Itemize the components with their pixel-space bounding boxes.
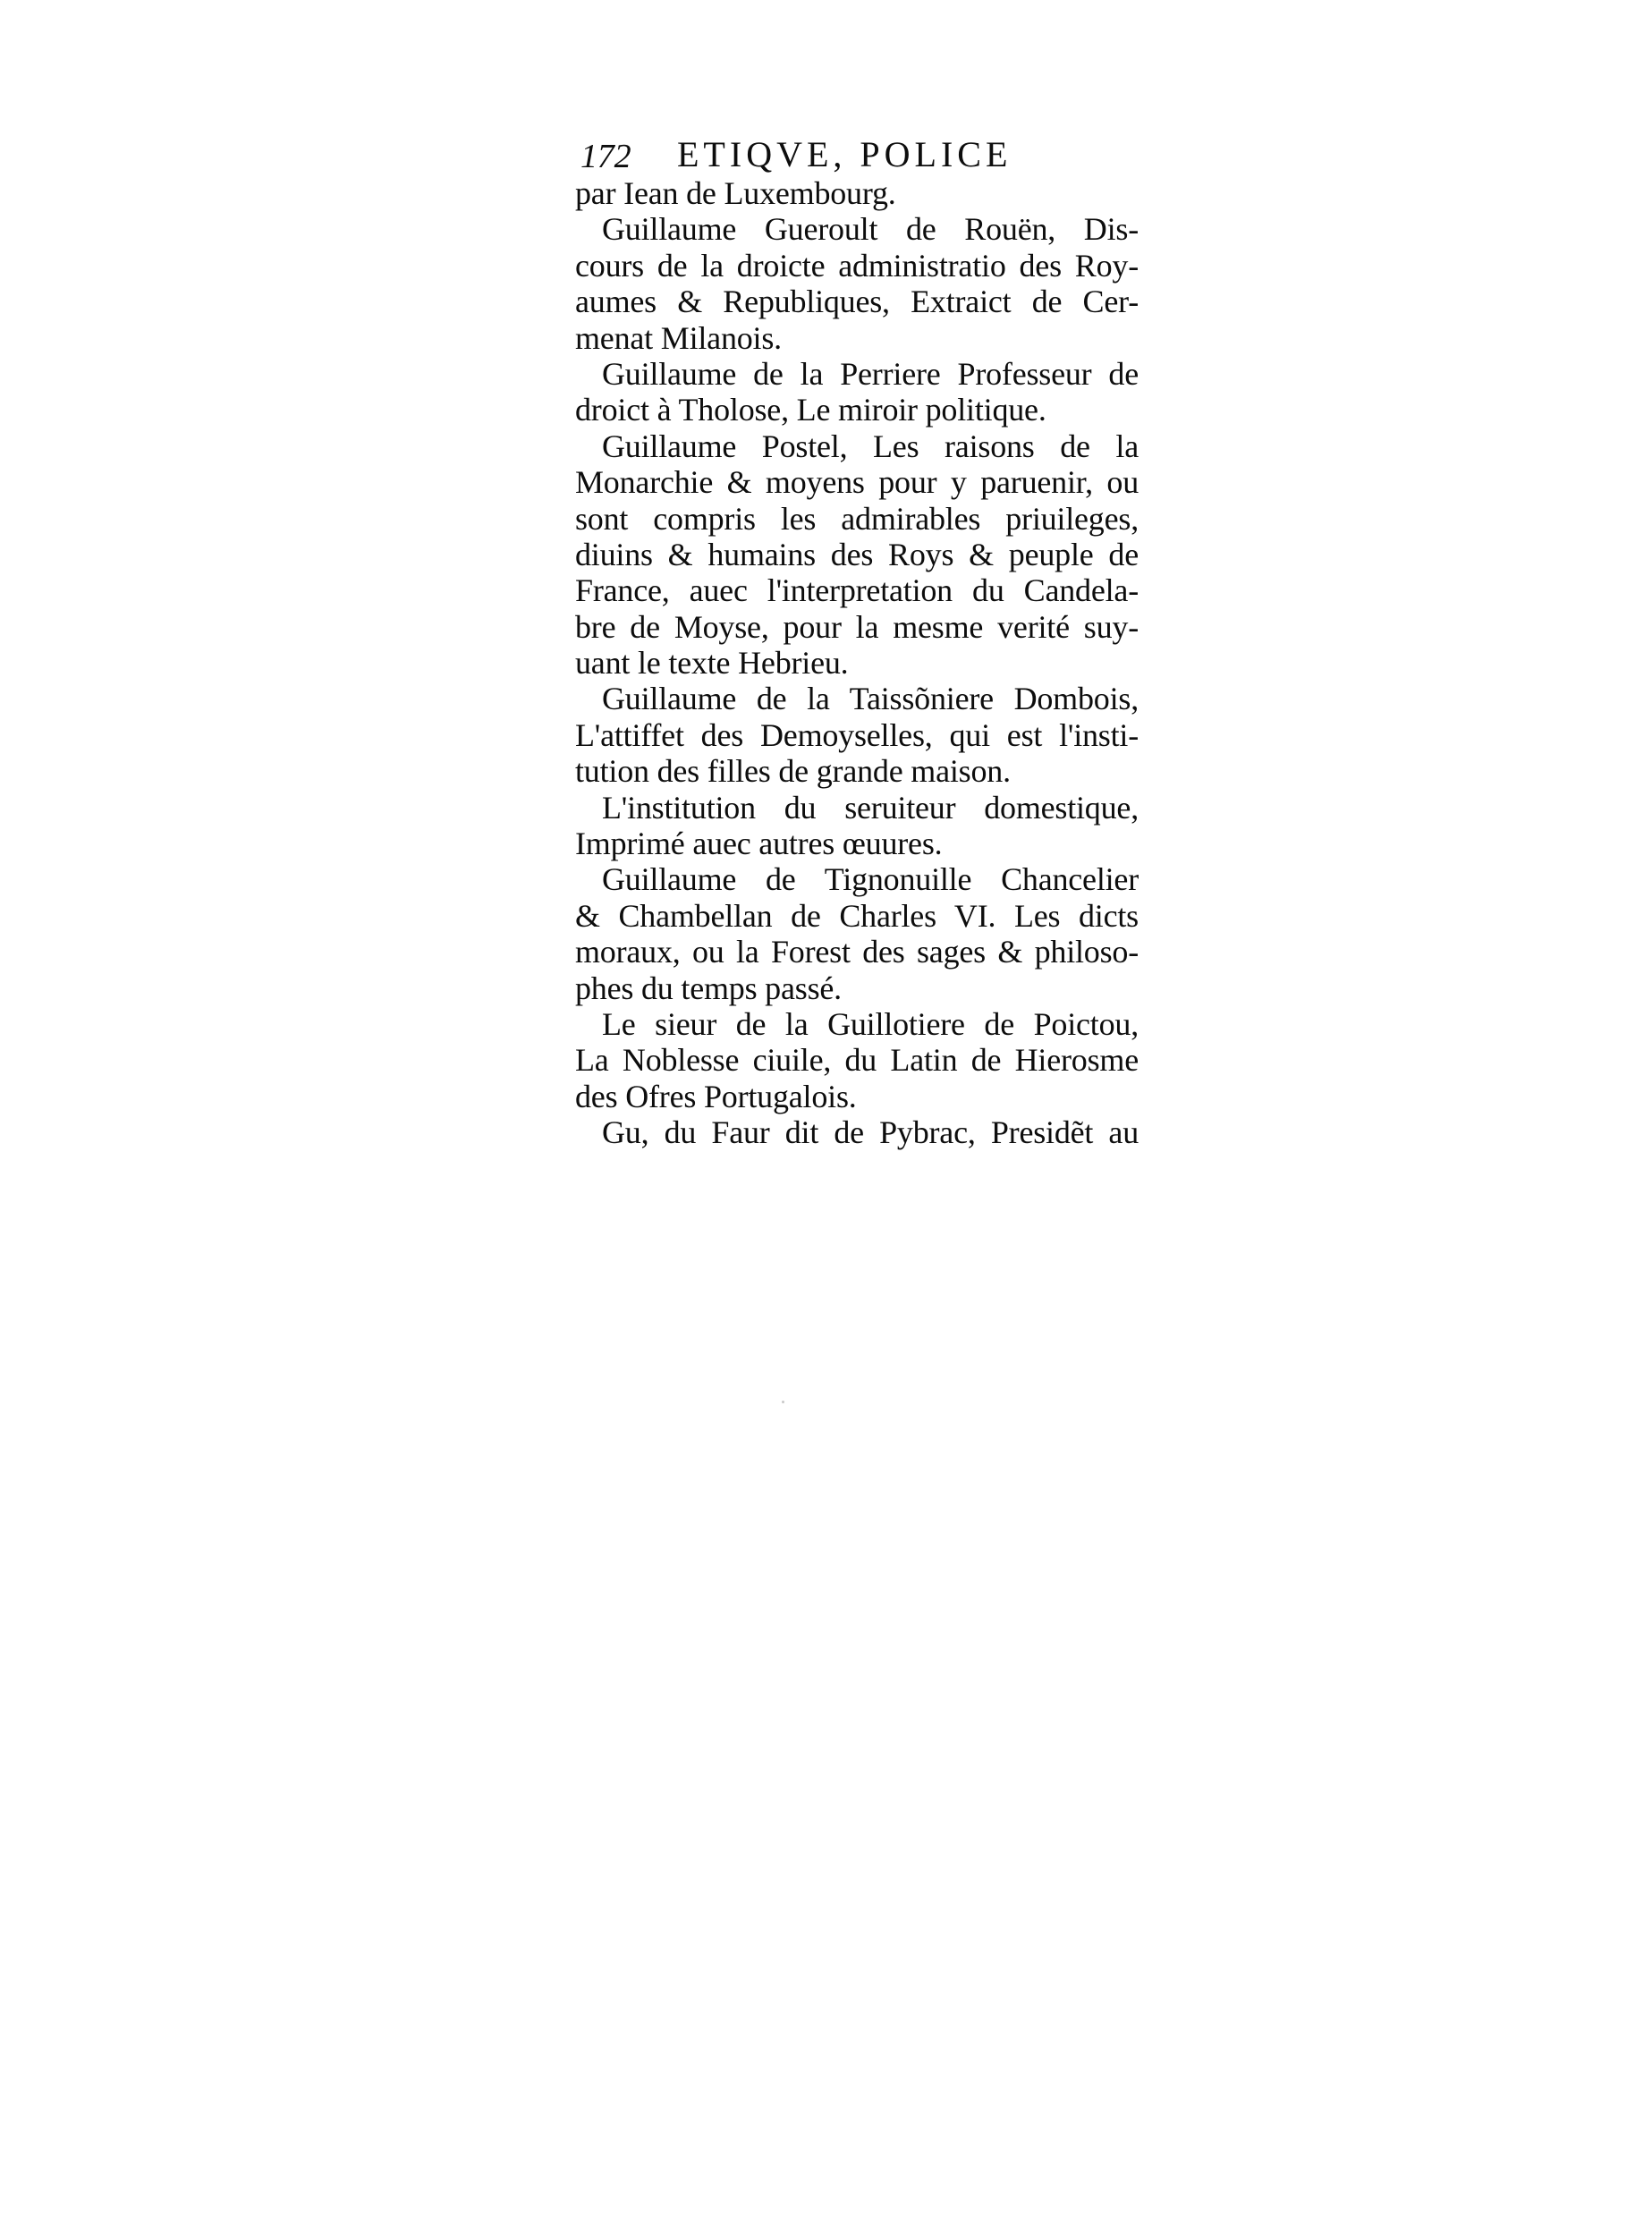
text-line: & Chambellan de Charles VI. Les dicts (575, 897, 1139, 934)
text-line: aumes & Republiques, Extraict de Cer- (575, 284, 1139, 320)
text-line: droict à Tholose, Le miroir politique. (575, 392, 1046, 428)
text-line: moraux, ou la Forest des sages & philoso- (575, 934, 1139, 970)
text-line: uant le texte Hebrieu. (575, 645, 849, 682)
text-line: L'attiffet des Demoyselles, qui est l'insti- (575, 716, 1139, 753)
text-line: Gu, du Faur dit de Pybrac, Presidẽt au (602, 1114, 1139, 1151)
text-line: diuins & humains des Roys & peuple de (575, 536, 1139, 572)
text-block (575, 134, 1139, 1151)
text-line: Guillaume de la Taissõniere Dombois, (602, 681, 1139, 717)
text-line: Guillaume de Tignonuille Chancelier (602, 861, 1139, 898)
text-line: tution des filles de grande maison. (575, 753, 1011, 790)
text-line: menat Milanois. (575, 319, 782, 356)
text-line: phes du temps passé. (575, 970, 842, 1006)
text-line: sont compris les admirables priuileges, (575, 500, 1139, 537)
paper-speck (782, 1401, 784, 1403)
text-line: Guillaume Postel, Les raisons de la (602, 428, 1139, 464)
body-text (575, 175, 1139, 1151)
text-line: Imprimé auec autres œuures. (575, 826, 943, 862)
running-head: ETIQVE, POLICE (677, 134, 1012, 174)
page-number: 172 (580, 138, 631, 175)
text-line: France, auec l'interpretation du Candela- (575, 572, 1139, 609)
text-line: cours de la droicte administratio des Roy- (575, 247, 1139, 284)
text-line: des Ofres Portugalois. (575, 1078, 857, 1114)
page-header (575, 134, 1139, 175)
text-line: La Noblesse ciuile, du Latin de Hierosme (575, 1042, 1139, 1079)
text-line: Monarchie & moyens pour y paruenir, ou (575, 464, 1139, 501)
text-line: Guillaume Gueroult de Rouën, Dis- (602, 211, 1139, 248)
text-line: Guillaume de la Perriere Professeur de (602, 355, 1139, 392)
text-line: Le sieur de la Guillotiere de Poictou, (602, 1005, 1139, 1042)
text-line: L'institution du seruiteur domestique, (602, 789, 1139, 826)
text-line: bre de Moyse, pour la mesme verité suy- (575, 608, 1139, 645)
text-line: par Iean de Luxembourg. (575, 175, 896, 211)
